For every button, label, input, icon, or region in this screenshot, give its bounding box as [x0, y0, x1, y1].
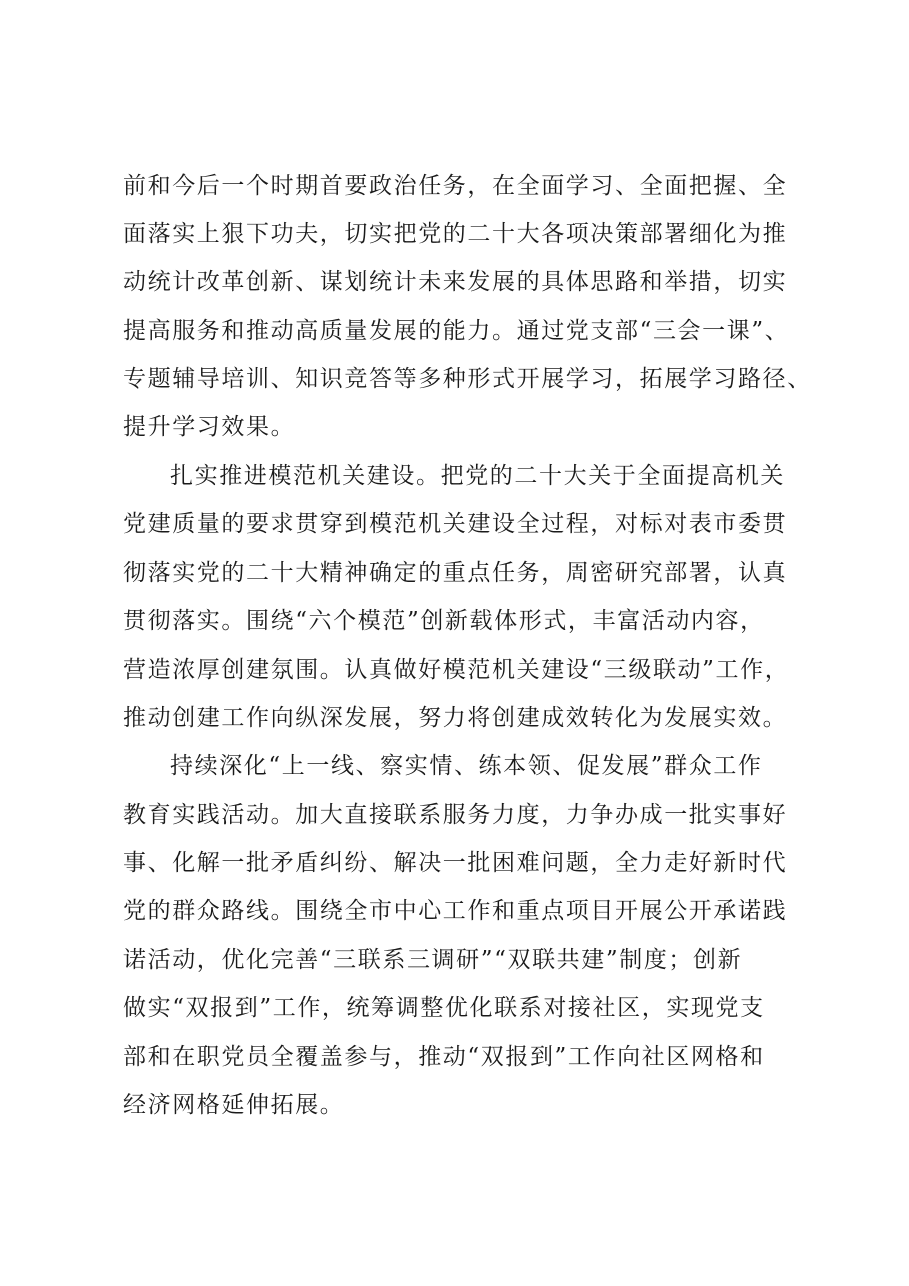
paragraph-line: 推动创建工作向纵深发展，努力将创建成效转化为发展实效。 [123, 705, 788, 731]
paragraph-line: 前和今后一个时期首要政治任务，在全面学习、全面把握、全 [123, 173, 788, 199]
paragraph-line: 事、化解一批矛盾纠纷、解决一批困难问题，全力走好新时代 [123, 850, 788, 876]
paragraph-line: 贯彻落实。围绕“六个模范”创新载体形式，丰富活动内容， [123, 608, 765, 634]
paragraph-line: 经济网格延伸拓展。 [123, 1092, 345, 1118]
paragraph-line: 彻落实党的二十大精神确定的重点任务，周密研究部署，认真 [123, 560, 788, 586]
paragraph-line: 党的群众路线。围绕全市中心工作和重点项目开展公开承诺践 [123, 898, 788, 924]
paragraph-line: 营造浓厚创建氛围。认真做好模范机关建设“三级联动”工作， [123, 657, 790, 683]
paragraph-line: 持续深化“上一线、察实情、练本领、促发展”群众工作 [170, 753, 763, 779]
paragraph-line: 动统计改革创新、谋划统计未来发展的具体思路和举措，切实 [123, 269, 788, 295]
paragraph-line: 提升学习效果。 [123, 414, 296, 440]
paragraph-line: 专题辅导培训、知识竞答等多种形式开展学习，拓展学习路径、 [123, 366, 812, 392]
paragraph-line: 诺活动，优化完善“三联系三调研”“双联共建”制度；创新 [123, 947, 743, 973]
paragraph-line: 面落实上狠下功夫，切实把党的二十大各项决策部署细化为推 [123, 221, 788, 247]
paragraph-line: 做实“双报到”工作，统筹调整优化联系对接社区，实现党支 [123, 995, 765, 1021]
paragraph-line: 教育实践活动。加大直接联系服务力度，力争办成一批实事好 [123, 802, 788, 828]
paragraph-line: 提高服务和推动高质量发展的能力。通过党支部“三会一课”、 [123, 318, 790, 344]
paragraph-line: 扎实推进模范机关建设。把党的二十大关于全面提高机关 [170, 463, 785, 489]
paragraph-line: 党建质量的要求贯穿到模范机关建设全过程，对标对表市委贯 [123, 511, 788, 537]
paragraph-line: 部和在职党员全覆盖参与，推动“双报到”工作向社区网格和 [123, 1044, 765, 1070]
